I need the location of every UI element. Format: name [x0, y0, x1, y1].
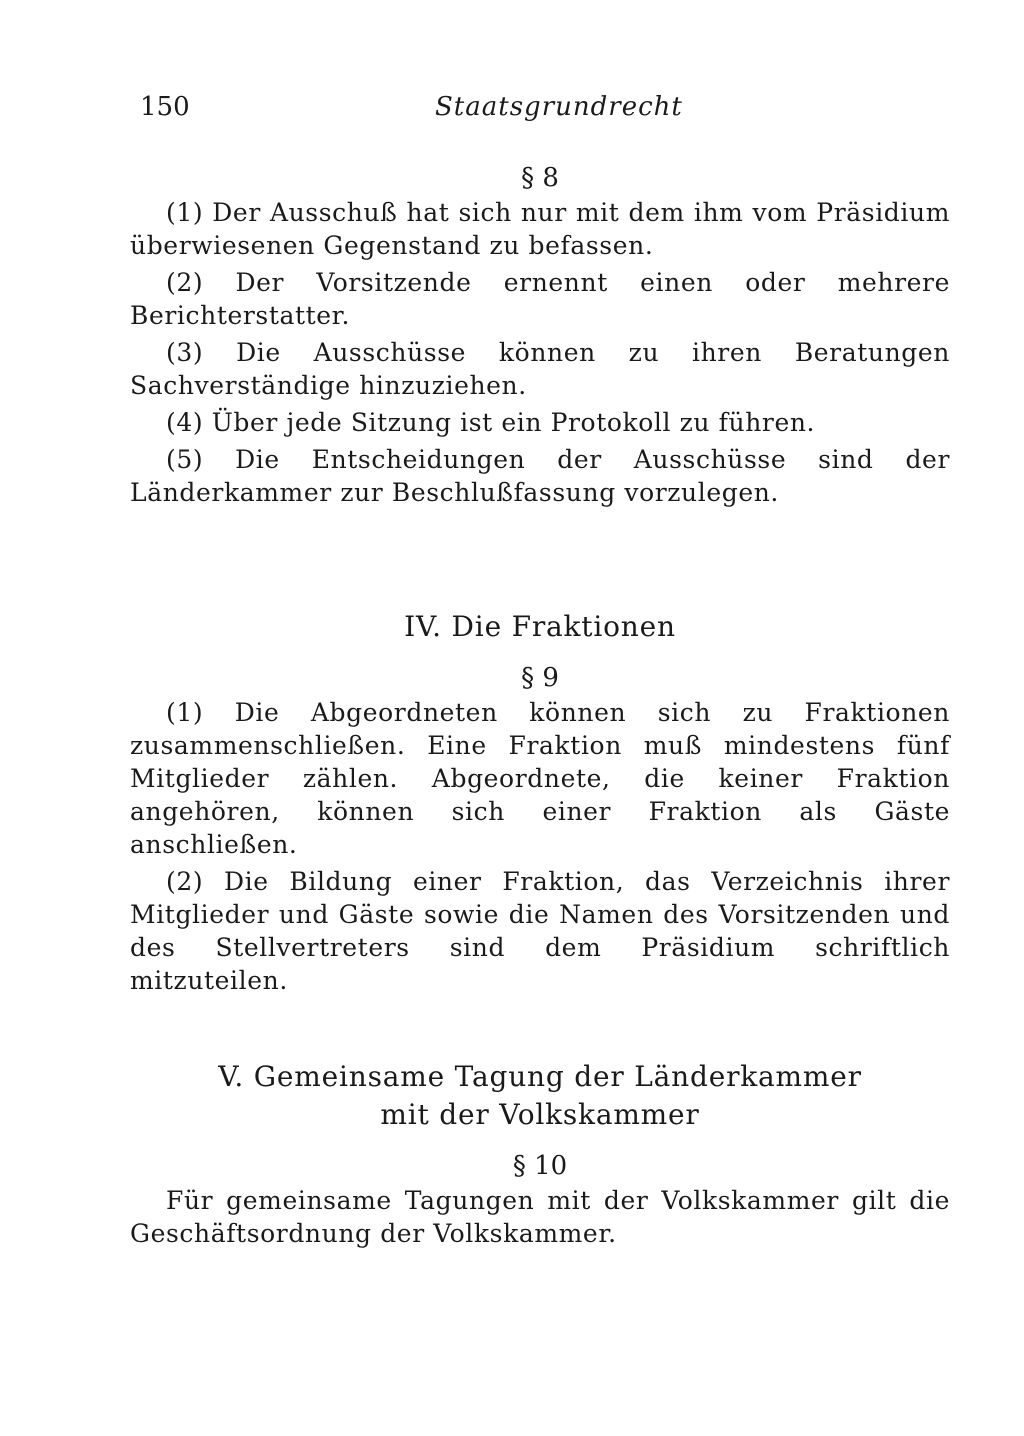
page-number: 150 [140, 92, 190, 122]
paragraph: (1) Der Ausschuß hat sich nur mit dem ihm vom Präsidium überwiesenen Gegenstand zu befassen. [130, 198, 950, 260]
chapter-heading: V. Gemeinsame Tagung der Länderkammer [218, 1060, 862, 1093]
chapter-iv [130, 608, 950, 1001]
page-header [140, 92, 940, 132]
section-8 [130, 160, 950, 513]
chapter-heading: IV. Die Fraktionen [404, 610, 676, 643]
running-title: Staatsgrundrecht [435, 92, 683, 122]
paragraph: (3) Die Ausschüsse können zu ihren Beratungen Sachverständige hinzuziehen. [130, 338, 950, 400]
chapter-heading-continued: mit der Volkskammer [380, 1098, 700, 1131]
paragraph: Für gemeinsame Tagungen mit der Volkskammer gilt die Geschäftsordnung der Volkskammer. [130, 1186, 950, 1248]
paragraph: (4) Über jede Sitzung ist ein Protokoll zu führen. [166, 408, 816, 437]
section-number: § 10 [512, 1151, 568, 1181]
chapter-v [130, 1058, 950, 1254]
section-number: § 9 [521, 663, 559, 693]
paragraph: (2) Die Bildung einer Fraktion, das Verzeichnis ihrer Mitglieder und Gäste sowie die Namen des Vorsitzenden und des Stellvertreters sind dem Präsidium schriftlich mitzuteilen. [130, 867, 950, 995]
paragraph: (5) Die Entscheidungen der Ausschüsse sind der Länderkammer zur Beschlußfassung vorzulegen. [130, 445, 950, 507]
paragraph: (2) Der Vorsitzende ernennt einen oder mehrere Berichterstatter. [130, 268, 950, 330]
section-number: § 8 [521, 163, 559, 193]
paragraph: (1) Die Abgeordneten können sich zu Fraktionen zusammenschließen. Eine Fraktion muß mindestens fünf Mitglieder zählen. Abgeordnete, die keiner Fraktion angehören, können sich einer Fraktion als Gäste anschließen. [130, 698, 950, 859]
